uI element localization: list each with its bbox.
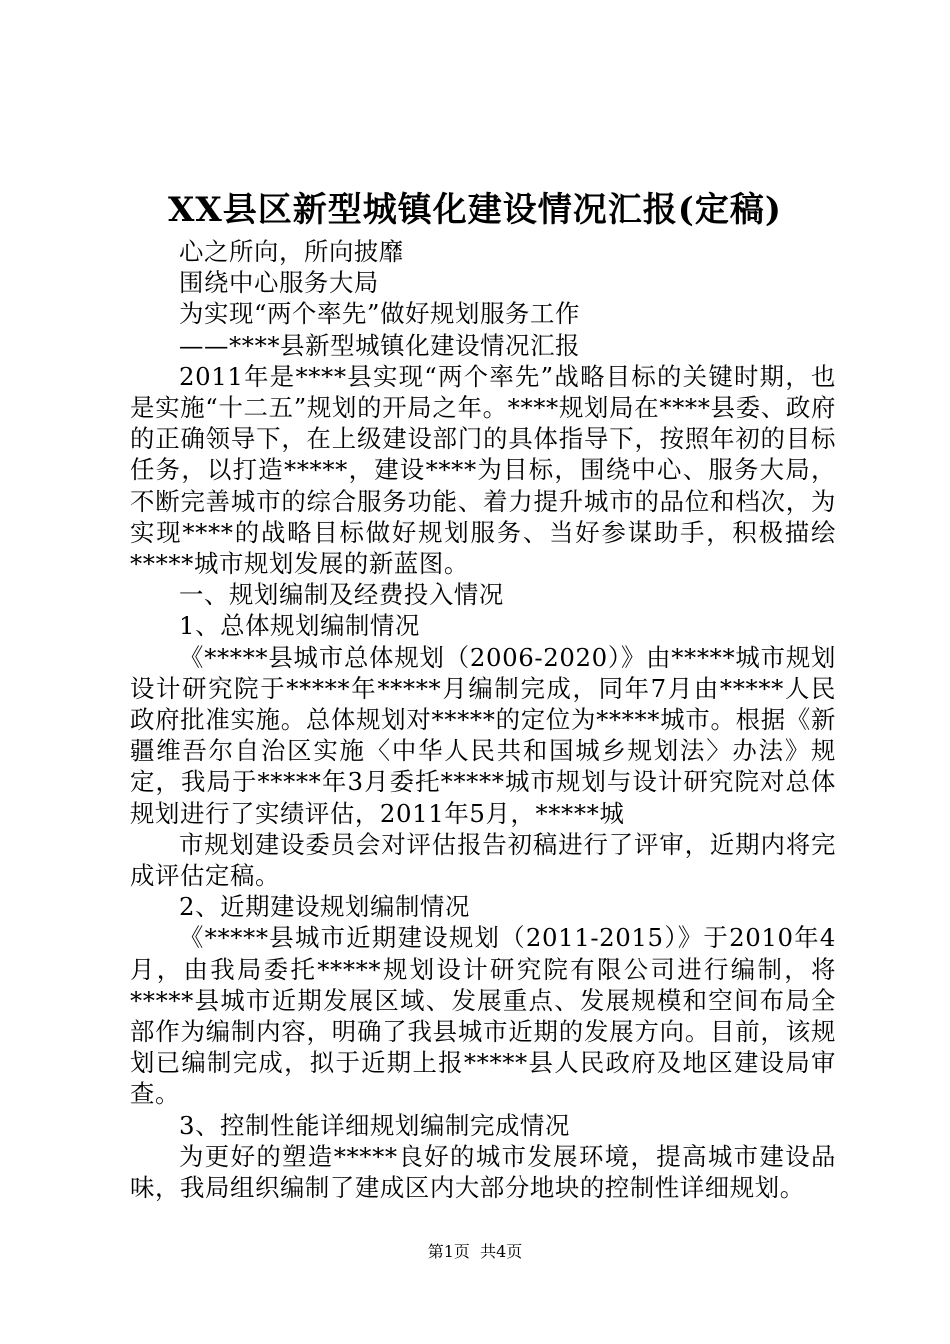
paragraph-master-plan: 《*****县城市总体规划（2006-2020）》由*****城市规划设计研究院于*****年*****月编制完成，同年7月由*****人民政府批准实施。总体规划对*****的定位为*****城市。根据《新疆维吾尔自治区实施〈中华人民共和国城乡规划法〉办法》规定，我局于*****年3月委托*****城市规划与设计研究院对总体规划进行了实绩评估，2011年5月，*****城 — [130, 642, 836, 828]
section-heading-1: 一、规划编制及经费投入情况 — [179, 580, 504, 610]
subsection-heading-2: 2、近期建设规划编制情况 — [179, 892, 471, 922]
paragraph-intro: 2011年是****县实现“两个率先”战略目标的关键时期，也是实施“十二五”规划的开局之年。****规划局在****县委、政府的正确领导下，在上级建设部门的具体指导下，按照年初的目标任务，以打造*****，建设****为目标，围绕中心、服务大局，不断完善城市的综合服务功能、着力提升城市的品位和档次，为实现****的战略目标做好规划服务、当好参谋助手，积极描绘*****城市规划发展的新蓝图。 — [130, 361, 836, 579]
document-title: XX县区新型城镇化建设情况汇报(定稿) — [168, 190, 782, 230]
subsection-heading-1: 1、总体规划编制情况 — [179, 611, 421, 641]
page-footer: 第1页 共4页 — [427, 1242, 523, 1261]
paragraph-slogan-3: 为实现“两个率先”做好规划服务工作 — [179, 299, 580, 329]
paragraph-slogan-2: 围绕中心服务大局 — [179, 268, 379, 298]
paragraph-slogan-1: 心之所向，所向披靡 — [179, 237, 404, 266]
paragraph-detailed-plan: 为更好的塑造*****良好的城市发展环境，提高城市建设品味，我局组织编制了建成区内大部分地块的控制性详细规划。 — [130, 1141, 836, 1203]
subsection-heading-3: 3、控制性能详细规划编制完成情况 — [179, 1110, 570, 1140]
paragraph-near-term-plan: 《*****县城市近期建设规划（2011-2015）》于2010年4月，由我局委托*****规划设计研究院有限公司进行编制，将*****县城市近期发展区域、发展重点、发展规模和空间布局全部作为编制内容，明确了我县城市近期的发展方向。目前，该规划已编制完成，拟于近期上报*****县人民政府及地区建设局审查。 — [130, 923, 836, 1109]
document-body — [130, 236, 836, 1203]
paragraph-subtitle: ——****县新型城镇化建设情况汇报 — [179, 330, 581, 360]
paragraph-master-plan-cont: 市规划建设委员会对评估报告初稿进行了评审，近期内将完成评估定稿。 — [130, 829, 836, 891]
